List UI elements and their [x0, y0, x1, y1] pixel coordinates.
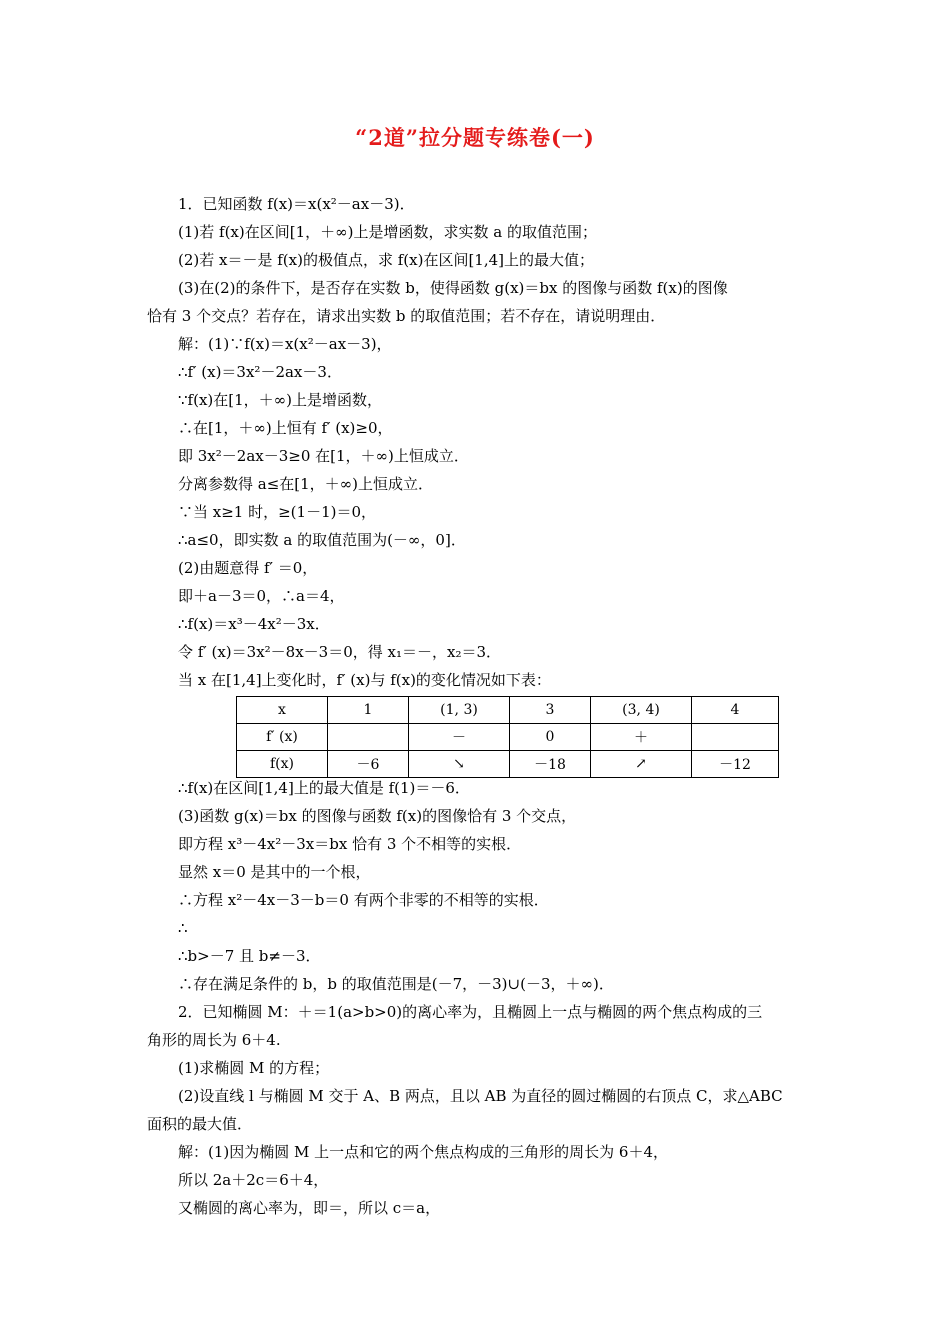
table-cell [328, 724, 409, 751]
solution-line: ∴f(x)＝x³－4x²－3x． [178, 615, 330, 633]
solution-line: ∵f(x)在[1，＋∞)上是增函数， [178, 391, 383, 409]
problem-2-part-2: (2)设直线 l 与椭圆 M 交于 A、B 两点，且以 AB 为直径的圆过椭圆的右顶点 C，求△ABC [178, 1087, 783, 1105]
table-cell: －18 [510, 751, 591, 778]
solution-line: ∴b>－7 且 b≠－3． [178, 947, 321, 965]
table-cell: f(x) [237, 751, 328, 778]
solution-line: 当 x 在[1,4]上变化时，f′ (x)与 f(x)的变化情况如下表： [178, 671, 551, 689]
solution-line: 即方程 x³－4x²－3x＝bx 恰有 3 个不相等的实根． [178, 835, 522, 853]
table-cell [692, 724, 779, 751]
table-cell: ↗ [591, 751, 692, 778]
table-cell: －12 [692, 751, 779, 778]
table-cell: 4 [692, 697, 779, 724]
table-cell: 3 [510, 697, 591, 724]
table-row [237, 697, 779, 724]
solution-line: 解：(1)因为椭圆 M 上一点和它的两个焦点构成的三角形的周长为 6＋4， [178, 1143, 669, 1161]
table-cell: － [409, 724, 510, 751]
solution-line: 分离参数得 a≤在[1，＋∞)上恒成立． [178, 475, 434, 493]
solution-line: (2)由题意得 f′ ＝0， [178, 559, 318, 577]
solution-line: 即＋a－3＝0，∴a＝4， [178, 587, 345, 605]
table-row [237, 751, 779, 778]
problem-1-part-1: (1)若 f(x)在区间[1，＋∞)上是增函数，求实数 a 的取值范围； [178, 223, 597, 241]
problem-2-part-2-cont: 面积的最大值． [147, 1115, 253, 1133]
problem-1-part-2: (2)若 x＝－是 f(x)的极值点，求 f(x)在区间[1,4]上的最大值； [178, 251, 595, 269]
table-cell: ↘ [409, 751, 510, 778]
solution-line: ∵当 x≥1 时，≥(1－1)＝0， [178, 503, 377, 521]
problem-2-statement-cont: 角形的周长为 6＋4. [147, 1031, 281, 1049]
page-title: “2道”拉分题专练卷(一) [355, 125, 595, 150]
solution-line: ∴a≤0，即实数 a 的取值范围为(－∞，0]． [178, 531, 466, 549]
problem-1-part-3: (3)在(2)的条件下，是否存在实数 b，使得函数 g(x)＝bx 的图像与函数 f(x)的图像 [178, 279, 728, 297]
solution-line: ∴f(x)在区间[1,4]上的最大值是 f(1)＝－6． [178, 779, 470, 797]
solution-line: ∴ [178, 919, 188, 937]
problem-1-part-3-cont: 恰有 3 个交点？若存在，请求出实数 b 的取值范围；若不存在，请说明理由． [147, 307, 666, 325]
problem-2-statement: 2．已知椭圆 M：＋＝1(a>b>0)的离心率为，且椭圆上一点与椭圆的两个焦点构成的三 [178, 1003, 763, 1021]
solution-line: 又椭圆的离心率为，即＝，所以 c＝a， [178, 1199, 441, 1217]
table-cell: (1, 3) [409, 697, 510, 724]
table-cell: 1 [328, 697, 409, 724]
problem-2-part-1: (1)求椭圆 M 的方程； [178, 1059, 330, 1077]
table-row [237, 724, 779, 751]
table-cell: －6 [328, 751, 409, 778]
solution-line: ∴f′ (x)＝3x²－2ax－3． [178, 363, 342, 381]
table-cell: f′ (x) [237, 724, 328, 751]
problem-1-statement: 1．已知函数 f(x)＝x(x²－ax－3)． [178, 195, 415, 213]
solution-line: 解：(1)∵f(x)＝x(x²－ax－3)， [178, 335, 392, 353]
solution-line: 即 3x²－2ax－3≥0 在[1，＋∞)上恒成立． [178, 447, 469, 465]
solution-line: 令 f′ (x)＝3x²－8x－3＝0，得 x₁＝－，x₂＝3． [178, 643, 502, 661]
solution-line: ∴方程 x²－4x－3－b＝0 有两个非零的不相等的实根． [178, 891, 549, 909]
table-cell: x [237, 697, 328, 724]
table-cell: 0 [510, 724, 591, 751]
solution-line: ∴存在满足条件的 b，b 的取值范围是(－7，－3)∪(－3，＋∞)． [178, 975, 614, 993]
solution-line: (3)函数 g(x)＝bx 的图像与函数 f(x)的图像恰有 3 个交点， [178, 807, 577, 825]
solution-line: ∴在[1，＋∞)上恒有 f′ (x)≥0， [178, 419, 393, 437]
variation-table [236, 696, 779, 778]
table-cell: (3, 4) [591, 697, 692, 724]
solution-line: 显然 x＝0 是其中的一个根， [178, 863, 371, 881]
table-cell: ＋ [591, 724, 692, 751]
solution-line: 所以 2a＋2c＝6＋4， [178, 1171, 329, 1189]
